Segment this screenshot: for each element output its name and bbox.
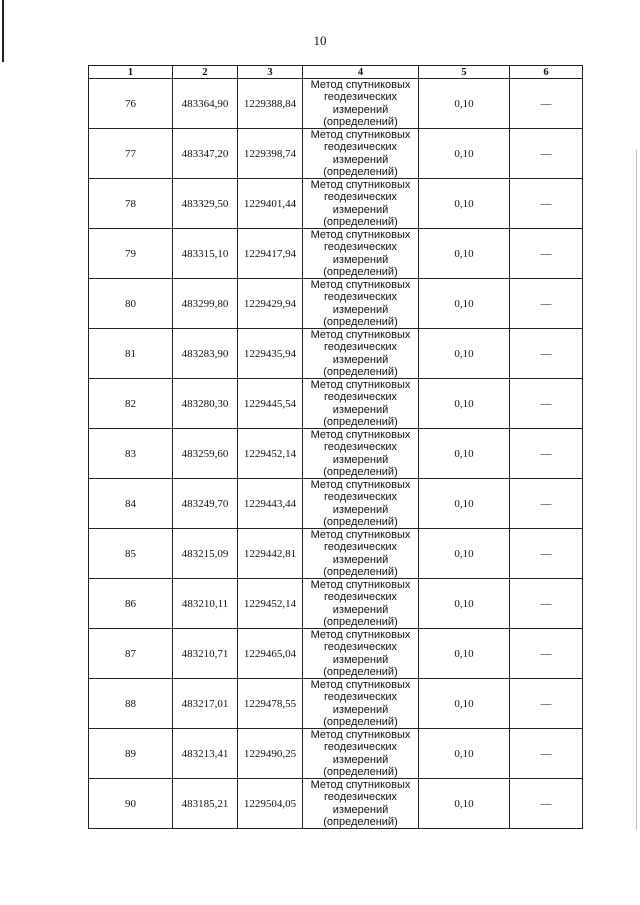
method-line: Метод спутниковых [310, 179, 411, 192]
note-cell: — [510, 779, 583, 829]
coordinate-x-cell: 483283,90 [173, 329, 238, 379]
column-header-6: 6 [510, 66, 583, 79]
method-line: измерений [332, 553, 389, 566]
method-line: измерений [332, 703, 389, 716]
coordinate-y-cell: 1229478,55 [238, 679, 303, 729]
coordinate-x-cell: 483215,09 [173, 529, 238, 579]
accuracy-cell: 0,10 [419, 229, 510, 279]
method-line: Метод спутниковых [310, 129, 411, 142]
method-cell [303, 379, 419, 429]
accuracy-cell: 0,10 [419, 379, 510, 429]
method-line: (определений) [323, 365, 398, 378]
method-line: (определений) [323, 665, 398, 678]
table-row [89, 579, 583, 629]
column-header-5: 5 [419, 66, 510, 79]
note-cell: — [510, 329, 583, 379]
coordinate-y-cell: 1229388,84 [238, 79, 303, 129]
method-line: геодезических [323, 391, 398, 404]
accuracy-cell: 0,10 [419, 579, 510, 629]
column-header-1: 1 [89, 66, 173, 79]
method-line: (определений) [323, 815, 398, 828]
table-row [89, 329, 583, 379]
column-header-2: 2 [173, 66, 238, 79]
table-body [89, 79, 583, 829]
method-line: измерений [332, 103, 389, 116]
method-line: (определений) [323, 515, 398, 528]
method-line: измерений [332, 503, 389, 516]
method-line: Метод спутниковых [310, 779, 411, 792]
point-number-cell: 90 [89, 779, 173, 829]
table-row [89, 529, 583, 579]
point-number-cell: 86 [89, 579, 173, 629]
coordinate-y-cell: 1229398,74 [238, 129, 303, 179]
coordinate-x-cell: 483217,01 [173, 679, 238, 729]
method-cell [303, 229, 419, 279]
point-number-cell: 83 [89, 429, 173, 479]
method-line: (определений) [323, 315, 398, 328]
method-line: Метод спутниковых [310, 279, 411, 292]
coordinate-y-cell: 1229445,54 [238, 379, 303, 429]
coordinate-x-cell: 483249,70 [173, 479, 238, 529]
coordinate-x-cell: 483315,10 [173, 229, 238, 279]
method-line: геодезических [323, 291, 398, 304]
note-cell: — [510, 479, 583, 529]
method-line: Метод спутниковых [310, 379, 411, 392]
method-line: геодезических [323, 591, 398, 604]
note-cell: — [510, 379, 583, 429]
accuracy-cell: 0,10 [419, 479, 510, 529]
method-line: Метод спутниковых [310, 729, 411, 742]
column-header-4: 4 [303, 66, 419, 79]
coordinate-y-cell: 1229465,04 [238, 629, 303, 679]
method-line: Метод спутниковых [310, 579, 411, 592]
method-line: измерений [332, 203, 389, 216]
accuracy-cell: 0,10 [419, 79, 510, 129]
note-cell: — [510, 229, 583, 279]
table-header-row [89, 66, 583, 79]
table-row [89, 129, 583, 179]
accuracy-cell: 0,10 [419, 429, 510, 479]
coordinate-x-cell: 483259,60 [173, 429, 238, 479]
table-row [89, 229, 583, 279]
coordinate-y-cell: 1229435,94 [238, 329, 303, 379]
point-number-cell: 76 [89, 79, 173, 129]
note-cell: — [510, 679, 583, 729]
coordinate-x-cell: 483280,30 [173, 379, 238, 429]
coordinate-y-cell: 1229443,44 [238, 479, 303, 529]
note-cell: — [510, 429, 583, 479]
method-line: геодезических [323, 641, 398, 654]
right-edge-rule [636, 150, 637, 830]
coordinate-x-cell: 483210,71 [173, 629, 238, 679]
method-line: Метод спутниковых [310, 429, 411, 442]
method-line: геодезических [323, 341, 398, 354]
method-cell [303, 79, 419, 129]
accuracy-cell: 0,10 [419, 179, 510, 229]
accuracy-cell: 0,10 [419, 779, 510, 829]
coordinate-y-cell: 1229504,05 [238, 779, 303, 829]
method-line: геодезических [323, 141, 398, 154]
table-row [89, 79, 583, 129]
method-line: измерений [332, 803, 389, 816]
method-line: (определений) [323, 165, 398, 178]
note-cell: — [510, 179, 583, 229]
method-line: геодезических [323, 741, 398, 754]
note-cell: — [510, 79, 583, 129]
method-line: измерений [332, 253, 389, 266]
method-cell [303, 579, 419, 629]
accuracy-cell: 0,10 [419, 629, 510, 679]
coordinate-y-cell: 1229490,25 [238, 729, 303, 779]
method-line: геодезических [323, 191, 398, 204]
coordinate-y-cell: 1229417,94 [238, 229, 303, 279]
note-cell: — [510, 529, 583, 579]
method-line: измерений [332, 303, 389, 316]
table-row [89, 179, 583, 229]
method-line: измерений [332, 453, 389, 466]
method-line: (определений) [323, 615, 398, 628]
method-line: Метод спутниковых [310, 479, 411, 492]
method-line: измерений [332, 603, 389, 616]
method-cell [303, 679, 419, 729]
method-line: (определений) [323, 215, 398, 228]
point-number-cell: 84 [89, 479, 173, 529]
method-line: (определений) [323, 415, 398, 428]
point-number-cell: 80 [89, 279, 173, 329]
method-line: (определений) [323, 115, 398, 128]
method-line: геодезических [323, 541, 398, 554]
method-line: (определений) [323, 765, 398, 778]
method-cell [303, 329, 419, 379]
method-line: геодезических [323, 691, 398, 704]
method-line: (определений) [323, 265, 398, 278]
method-line: измерений [332, 153, 389, 166]
method-line: измерений [332, 353, 389, 366]
accuracy-cell: 0,10 [419, 529, 510, 579]
coordinate-y-cell: 1229429,94 [238, 279, 303, 329]
method-line: геодезических [323, 791, 398, 804]
point-number-cell: 82 [89, 379, 173, 429]
point-number-cell: 89 [89, 729, 173, 779]
method-line: измерений [332, 753, 389, 766]
page-number: 10 [313, 33, 327, 48]
coordinate-x-cell: 483185,21 [173, 779, 238, 829]
note-cell: — [510, 129, 583, 179]
point-number-cell: 85 [89, 529, 173, 579]
coordinates-table [88, 65, 583, 829]
method-line: геодезических [323, 91, 398, 104]
coordinate-x-cell: 483329,50 [173, 179, 238, 229]
point-number-cell: 88 [89, 679, 173, 729]
table-row [89, 379, 583, 429]
point-number-cell: 79 [89, 229, 173, 279]
method-line: геодезических [323, 491, 398, 504]
method-line: Метод спутниковых [310, 329, 411, 342]
note-cell: — [510, 579, 583, 629]
coordinate-x-cell: 483213,41 [173, 729, 238, 779]
method-cell [303, 529, 419, 579]
method-cell [303, 129, 419, 179]
method-line: геодезических [323, 241, 398, 254]
method-line: Метод спутниковых [310, 629, 411, 642]
method-line: измерений [332, 653, 389, 666]
accuracy-cell: 0,10 [419, 129, 510, 179]
accuracy-cell: 0,10 [419, 279, 510, 329]
method-cell [303, 179, 419, 229]
column-header-3: 3 [238, 66, 303, 79]
coordinate-x-cell: 483210,11 [173, 579, 238, 629]
point-number-cell: 81 [89, 329, 173, 379]
left-edge-rule [2, 0, 4, 62]
coordinate-x-cell: 483364,90 [173, 79, 238, 129]
point-number-cell: 77 [89, 129, 173, 179]
method-line: Метод спутниковых [310, 679, 411, 692]
table-row [89, 679, 583, 729]
coordinate-x-cell: 483347,20 [173, 129, 238, 179]
table-row [89, 779, 583, 829]
point-number-cell: 78 [89, 179, 173, 229]
coordinate-y-cell: 1229401,44 [238, 179, 303, 229]
note-cell: — [510, 729, 583, 779]
method-cell [303, 279, 419, 329]
method-line: измерений [332, 403, 389, 416]
table-row [89, 279, 583, 329]
method-line: Метод спутниковых [310, 79, 411, 92]
table-row [89, 729, 583, 779]
accuracy-cell: 0,10 [419, 329, 510, 379]
coordinate-x-cell: 483299,80 [173, 279, 238, 329]
method-line: Метод спутниковых [310, 229, 411, 242]
accuracy-cell: 0,10 [419, 729, 510, 779]
method-cell [303, 629, 419, 679]
method-cell [303, 779, 419, 829]
method-cell [303, 729, 419, 779]
method-line: (определений) [323, 465, 398, 478]
coordinate-y-cell: 1229452,14 [238, 429, 303, 479]
method-line: геодезических [323, 441, 398, 454]
method-line: (определений) [323, 715, 398, 728]
note-cell: — [510, 279, 583, 329]
coordinate-y-cell: 1229452,14 [238, 579, 303, 629]
coordinate-y-cell: 1229442,81 [238, 529, 303, 579]
method-cell [303, 479, 419, 529]
method-line: Метод спутниковых [310, 529, 411, 542]
table-row [89, 629, 583, 679]
note-cell: — [510, 629, 583, 679]
table-row [89, 429, 583, 479]
point-number-cell: 87 [89, 629, 173, 679]
method-line: (определений) [323, 565, 398, 578]
table-row [89, 479, 583, 529]
method-cell [303, 429, 419, 479]
accuracy-cell: 0,10 [419, 679, 510, 729]
